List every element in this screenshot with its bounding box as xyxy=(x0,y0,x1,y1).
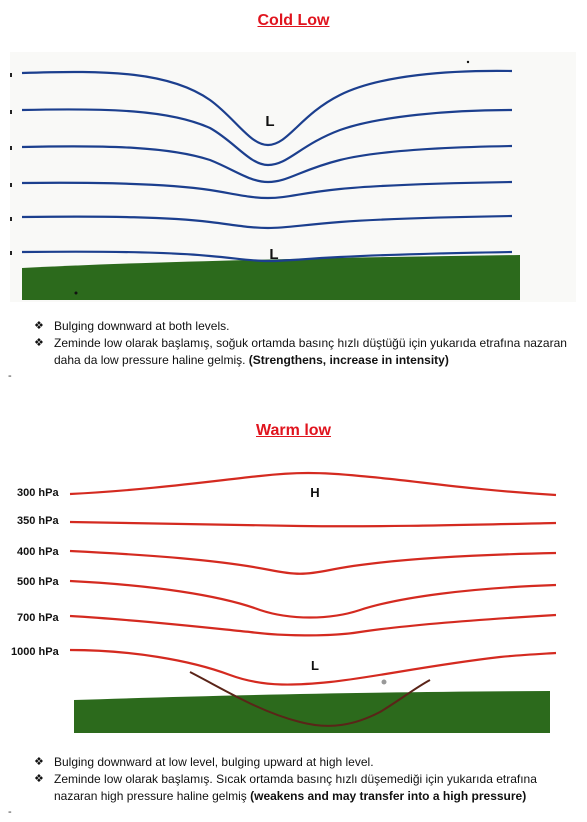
level-label-1000: 1000 hPa xyxy=(11,646,59,658)
warm-isobar-500 xyxy=(70,581,556,618)
warm-low-isobars xyxy=(70,473,556,685)
cold-top-speck xyxy=(467,61,469,63)
diamond-bullet-icon: ❖ xyxy=(34,756,44,768)
cold-bullet-1 xyxy=(34,318,574,335)
diamond-bullet-icon: ❖ xyxy=(34,773,44,785)
warm-separator-mark: - xyxy=(8,806,12,818)
cold-low-diagram xyxy=(10,52,576,302)
warm-bullet-2 xyxy=(34,771,574,805)
warm-isobar-350 xyxy=(70,522,556,526)
level-label-700: 700 hPa xyxy=(17,612,59,624)
warm-bullet-2-bold: (weakens and may transfer into a high pressure) xyxy=(250,789,527,803)
warm-low-bullets xyxy=(34,754,574,805)
warm-isobar-400 xyxy=(70,551,556,574)
cold-low-bullets xyxy=(34,318,574,369)
cold-bullet-2 xyxy=(34,335,574,369)
diamond-bullet-icon: ❖ xyxy=(34,337,44,349)
cold-ground-speck xyxy=(75,292,78,295)
warm-bullet-1 xyxy=(34,754,574,771)
level-label-350: 350 hPa xyxy=(17,515,59,527)
level-label-500: 500 hPa xyxy=(17,576,59,588)
cold-bullet-1-text: Bulging downward at both levels. xyxy=(54,319,230,333)
warm-upper-high-label: H xyxy=(310,485,320,500)
cold-bullet-2-text: Zeminde low olarak başlamış, soğuk ortamda basınç hızlı düştüğü için yukarıda etrafına nazaran daha da low pressure haline gelmiş. xyxy=(54,336,567,367)
cold-low-title: Cold Low xyxy=(257,12,330,29)
warm-bullet-1-text: Bulging downward at low level, bulging upward at high level. xyxy=(54,755,374,769)
diamond-bullet-icon: ❖ xyxy=(34,320,44,332)
warm-speck xyxy=(382,680,387,685)
warm-low-title: Warm low xyxy=(256,422,331,439)
warm-surface-low-label: L xyxy=(311,658,319,673)
level-label-400: 400 hPa xyxy=(17,546,59,558)
warm-low-diagram xyxy=(11,473,556,733)
cold-surface-low-label: L xyxy=(269,246,279,263)
warm-bullet-2-text: Zeminde low olarak başlamış. Sıcak ortamda basınç hızlı düşemediği için yukarıda etrafına nazaran high pressure haline gelmiş xyxy=(54,772,537,803)
level-label-300: 300 hPa xyxy=(17,487,59,499)
cold-separator-mark: - xyxy=(8,370,12,382)
cold-bullet-2-bold: (Strengthens, increase in intensity) xyxy=(248,353,449,367)
warm-low-ground xyxy=(74,691,550,733)
cold-upper-low-label: L xyxy=(265,113,275,130)
